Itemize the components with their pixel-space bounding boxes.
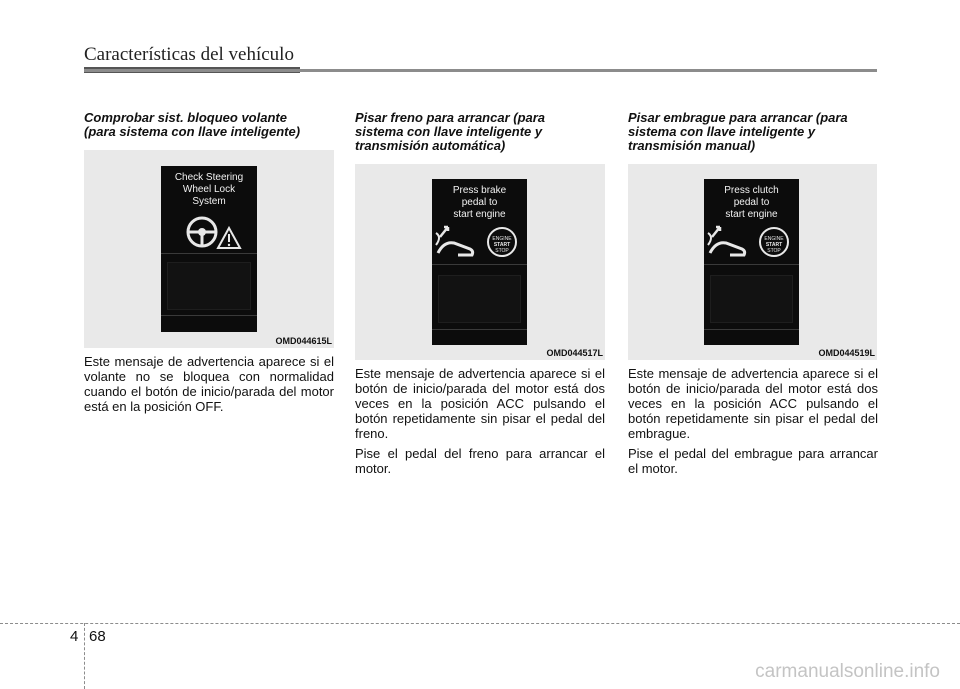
heading-line: sistema con llave inteligente y <box>355 124 543 139</box>
page-header-title: Características del vehículo <box>84 44 294 65</box>
button-label-line: ENGINE <box>764 236 784 242</box>
figure-brake-start <box>355 164 605 360</box>
display-line: Press clutch <box>724 185 779 196</box>
lcd-panel <box>167 262 251 310</box>
display-line: pedal to <box>461 197 498 208</box>
brake-pedal-icon <box>434 223 484 259</box>
display-line: start engine <box>725 209 778 220</box>
display-divider <box>432 264 527 265</box>
display-message <box>432 185 527 221</box>
section-clutch-start <box>628 111 878 476</box>
display-line: start engine <box>453 209 506 220</box>
cluster-display <box>161 166 257 332</box>
footer-rule <box>0 623 960 624</box>
heading-line: (para sistema con llave inteligente) <box>84 124 301 139</box>
footer-rule-vertical <box>84 623 85 689</box>
section-heading <box>355 111 605 153</box>
engine-start-stop-button-icon <box>487 227 517 257</box>
display-line: System <box>192 196 226 207</box>
display-line: pedal to <box>733 197 770 208</box>
display-divider <box>704 264 799 265</box>
display-divider <box>432 329 527 330</box>
display-message <box>161 172 257 208</box>
display-message <box>704 185 799 221</box>
display-line: Wheel Lock <box>182 184 236 195</box>
button-label-line: START <box>765 242 783 248</box>
figure-code: OMD044517L <box>546 348 603 358</box>
steering-wheel-warning-icon <box>174 212 244 252</box>
lcd-panel <box>438 275 521 323</box>
body-paragraph: Este mensaje de advertencia aparece si el botón de inicio/parada del motor está dos veces en la posición ACC pulsando el botón repetidamente sin pisar el pedal del freno. <box>355 366 605 441</box>
figure-steering-lock <box>84 150 334 348</box>
cluster-display <box>704 179 799 345</box>
body-paragraph: Pise el pedal del embrague para arrancar el motor. <box>628 446 878 476</box>
page-number: 68 <box>89 628 106 645</box>
header-rule <box>84 69 877 72</box>
cluster-display <box>432 179 527 345</box>
display-line: Check Steering <box>174 172 244 183</box>
display-divider <box>161 315 257 316</box>
heading-line: transmisión automática) <box>355 138 506 153</box>
section-brake-start <box>355 111 605 476</box>
watermark: carmanualsonline.info <box>755 661 940 682</box>
heading-line: Comprobar sist. bloqueo volante <box>84 110 287 125</box>
button-label-line: STOP <box>495 248 509 254</box>
heading-line: Pisar embrague para arrancar (para <box>628 110 848 125</box>
body-paragraph: Este mensaje de advertencia aparece si el botón de inicio/parada del motor está dos veces en la posición ACC pulsando el botón repetidamente sin pisar el pedal del embrague. <box>628 366 878 441</box>
display-divider <box>161 253 257 254</box>
clutch-pedal-icon <box>706 223 756 259</box>
display-divider <box>704 329 799 330</box>
figure-clutch-start <box>628 164 877 360</box>
heading-line: sistema con llave inteligente y <box>628 124 816 139</box>
heading-line: transmisión manual) <box>628 138 756 153</box>
lcd-panel <box>710 275 793 323</box>
section-heading <box>628 111 878 153</box>
heading-line: Pisar freno para arrancar (para <box>355 110 546 125</box>
button-label-line: ENGINE <box>492 236 512 242</box>
display-line: Press brake <box>452 185 507 196</box>
section-steering-lock <box>84 111 334 414</box>
body-paragraph: Este mensaje de advertencia aparece si el volante no se bloquea con normalidad cuando el botón de inicio/parada del motor está en la posición OFF. <box>84 354 334 414</box>
figure-code: OMD044519L <box>818 348 875 358</box>
body-paragraph: Pise el pedal del freno para arrancar el motor. <box>355 446 605 476</box>
figure-code: OMD044615L <box>275 336 332 346</box>
button-label-line: STOP <box>767 248 781 254</box>
chapter-number: 4 <box>70 628 79 645</box>
button-label-line: START <box>493 242 511 248</box>
section-heading <box>84 111 334 139</box>
engine-start-stop-button-icon <box>759 227 789 257</box>
